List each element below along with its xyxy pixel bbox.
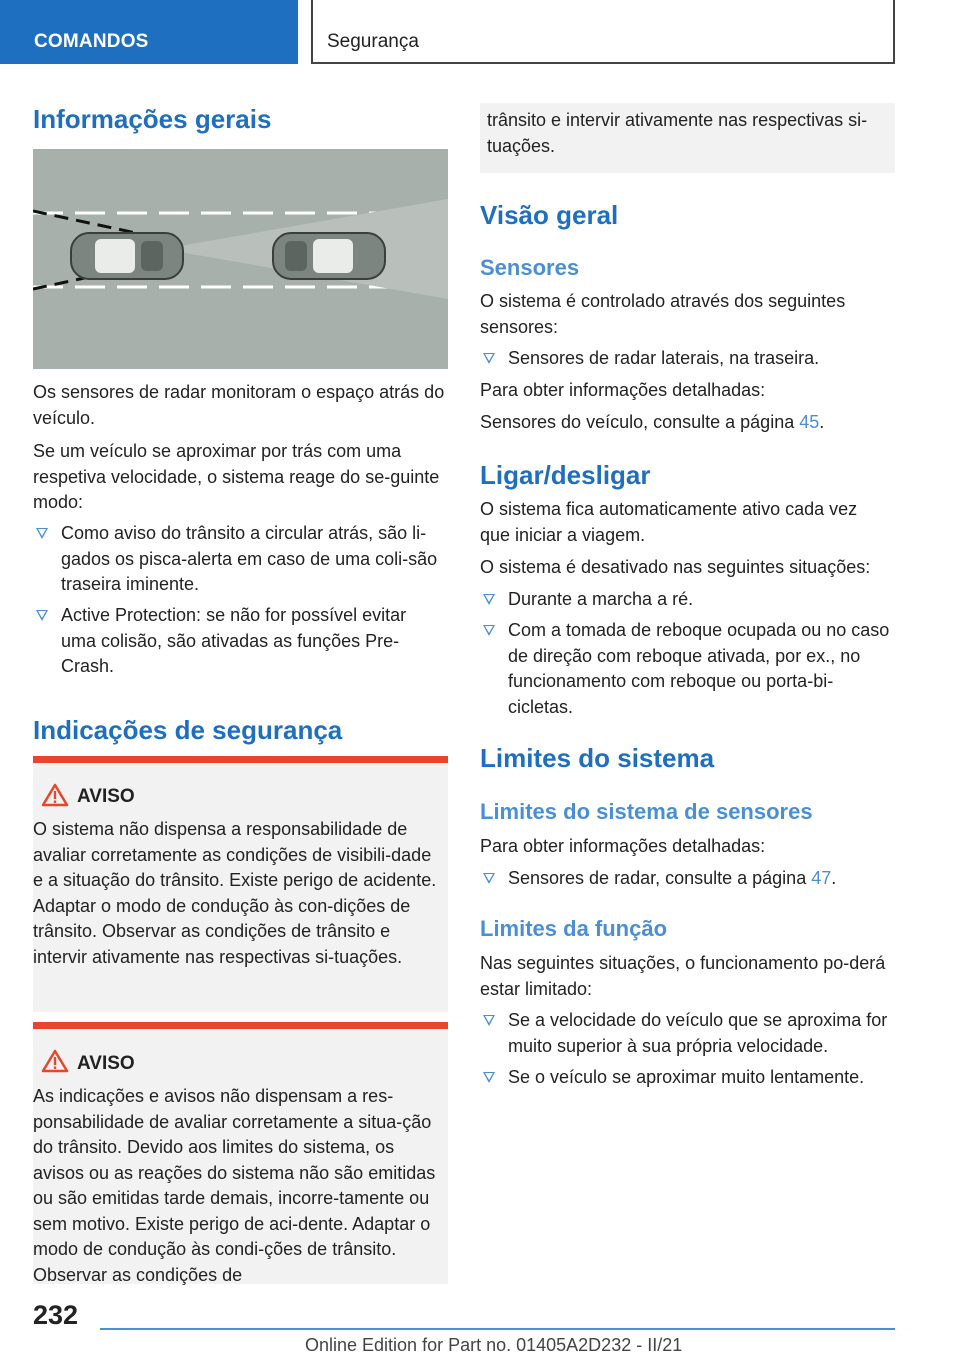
radar-illustration-svg [33, 149, 448, 369]
heading-on-off: Ligar/desligar [480, 460, 651, 490]
bullet-triangle-icon [483, 1015, 495, 1026]
paragraph-deactivated: O sistema é desativado nas seguintes situações: [480, 557, 871, 577]
page-link-47[interactable]: 47 [811, 868, 832, 888]
warning-title: AVISO [77, 1053, 135, 1074]
approaching-car-icon [273, 233, 385, 279]
bullet-triangle-icon [36, 528, 48, 539]
heading-general-info: Informações gerais [33, 104, 272, 134]
own-car-icon [71, 233, 183, 279]
warning-box [33, 1022, 448, 1284]
list-item [480, 618, 898, 720]
paragraph-auto-active: O sistema fica automaticamente ativo cada vez que iniciar a viagem. [480, 499, 858, 545]
list-item [480, 1008, 892, 1059]
heading-safety: Indicações de segurança [33, 715, 343, 745]
heading-system-limits: Limites do sistema [480, 743, 715, 773]
paragraph-vehicle-sensors: Sensores do veículo, consulte a página 45. [480, 412, 825, 432]
subheading-sensors: Sensores [480, 255, 580, 280]
footer-edition: Online Edition for Part no. 01405A2D232 - II/21 [305, 1335, 683, 1355]
bullet-triangle-icon [483, 353, 495, 364]
list-item-text: Com a tomada de reboque ocupada ou no caso de direção com reboque ativada, por ex., no funcionamento com reboque ou porta-bi-cicletas. [508, 620, 890, 717]
radar-sensors-text: Sensores de radar, consulte a página [508, 868, 812, 888]
section-header [311, 0, 895, 64]
warning-text: As indicações e avisos não dispensam a res-ponsabilidade de avaliar corretamente a situa-ção do trânsito. Devido aos limites do sistema, os avisos ou as reações do sistema não são emitidas ou são emitidas tarde demais, incorre-tamente ou sem motivo. Existe perigo de aci-dente. Adaptar o modo de condução às condi-ções de trânsito. Observar as condições de [33, 1086, 436, 1285]
warning-triangle-icon [41, 783, 69, 807]
paragraph-sensors: O sistema é controlado através dos seguintes sensores: [480, 291, 846, 337]
list-item-text: Se a velocidade do veículo que se aproxima for muito superior à sua própria velocidade. [508, 1010, 888, 1056]
heading-overview: Visão geral [480, 200, 619, 230]
bullet-triangle-icon [483, 625, 495, 636]
warning-continuation [480, 103, 895, 173]
vehicle-sensors-text: Sensores do veículo, consulte a página [480, 412, 800, 432]
list-item-text: Sensores de radar laterais, na traseira. [508, 348, 820, 368]
warning-continuation-text: trânsito e intervir ativamente nas respectivas si-tuações. [487, 110, 868, 156]
paragraph-radar-monitor: Os sensores de radar monitoram o espaço atrás do veículo. [33, 382, 445, 428]
list-item-text: Se o veículo se aproximar muito lentamente. [508, 1067, 865, 1087]
warning-title: AVISO [77, 786, 135, 807]
list-item [480, 1065, 892, 1091]
bullet-triangle-icon [36, 610, 48, 621]
paragraph-system-reaction: Se um veículo se aproximar por trás com uma respetiva velocidade, o sistema reage do se-guinte modo: [33, 441, 440, 512]
footer-divider [100, 1328, 895, 1330]
bullet-triangle-icon [483, 873, 495, 884]
bullet-triangle-icon [483, 594, 495, 605]
paragraph-function-limits: Nas seguintes situações, o funcionamento po-derá estar limitado: [480, 953, 886, 999]
chapter-label: COMANDOS [34, 31, 149, 52]
list-item [33, 521, 445, 598]
list-item [33, 603, 445, 680]
page-number: 232 [33, 1300, 79, 1330]
section-title: Segurança [327, 31, 419, 52]
page-link-45[interactable]: 45 [799, 412, 820, 432]
warning-text: O sistema não dispensa a responsabilidade de avaliar corretamente as condições de visibili-dade e a situação do trânsito. Existe perigo de acidente. Adaptar o modo de condução às con-dições de trânsito. Observar as condições de trânsito e intervir ativamente nas respectivas si-tuações. [33, 819, 437, 967]
list-item [480, 346, 892, 372]
chapter-tab [0, 0, 298, 64]
subheading-sensor-limits: Limites do sistema de sensores [480, 799, 813, 824]
list-item: Sensores de radar, consulte a página 47. [480, 866, 892, 892]
radar-illustration [33, 149, 448, 369]
list-item-text: Como aviso do trânsito a circular atrás, são li-gados os pisca-alerta em caso de uma coli-são traseira iminente. [61, 523, 438, 594]
warning-triangle-icon [41, 1049, 69, 1073]
list-item [480, 587, 892, 613]
paragraph-sensor-limits: Para obter informações detalhadas: [480, 836, 766, 856]
warning-box [33, 756, 448, 1012]
bullet-triangle-icon [483, 1072, 495, 1083]
paragraph-details: Para obter informações detalhadas: [480, 380, 766, 400]
list-item-text: Active Protection: se não for possível evitar uma colisão, são ativadas as funções Pre-Crash. [61, 605, 407, 676]
list-item-text: Durante a marcha a ré. [508, 589, 694, 609]
subheading-function-limits: Limites da função [480, 916, 668, 941]
